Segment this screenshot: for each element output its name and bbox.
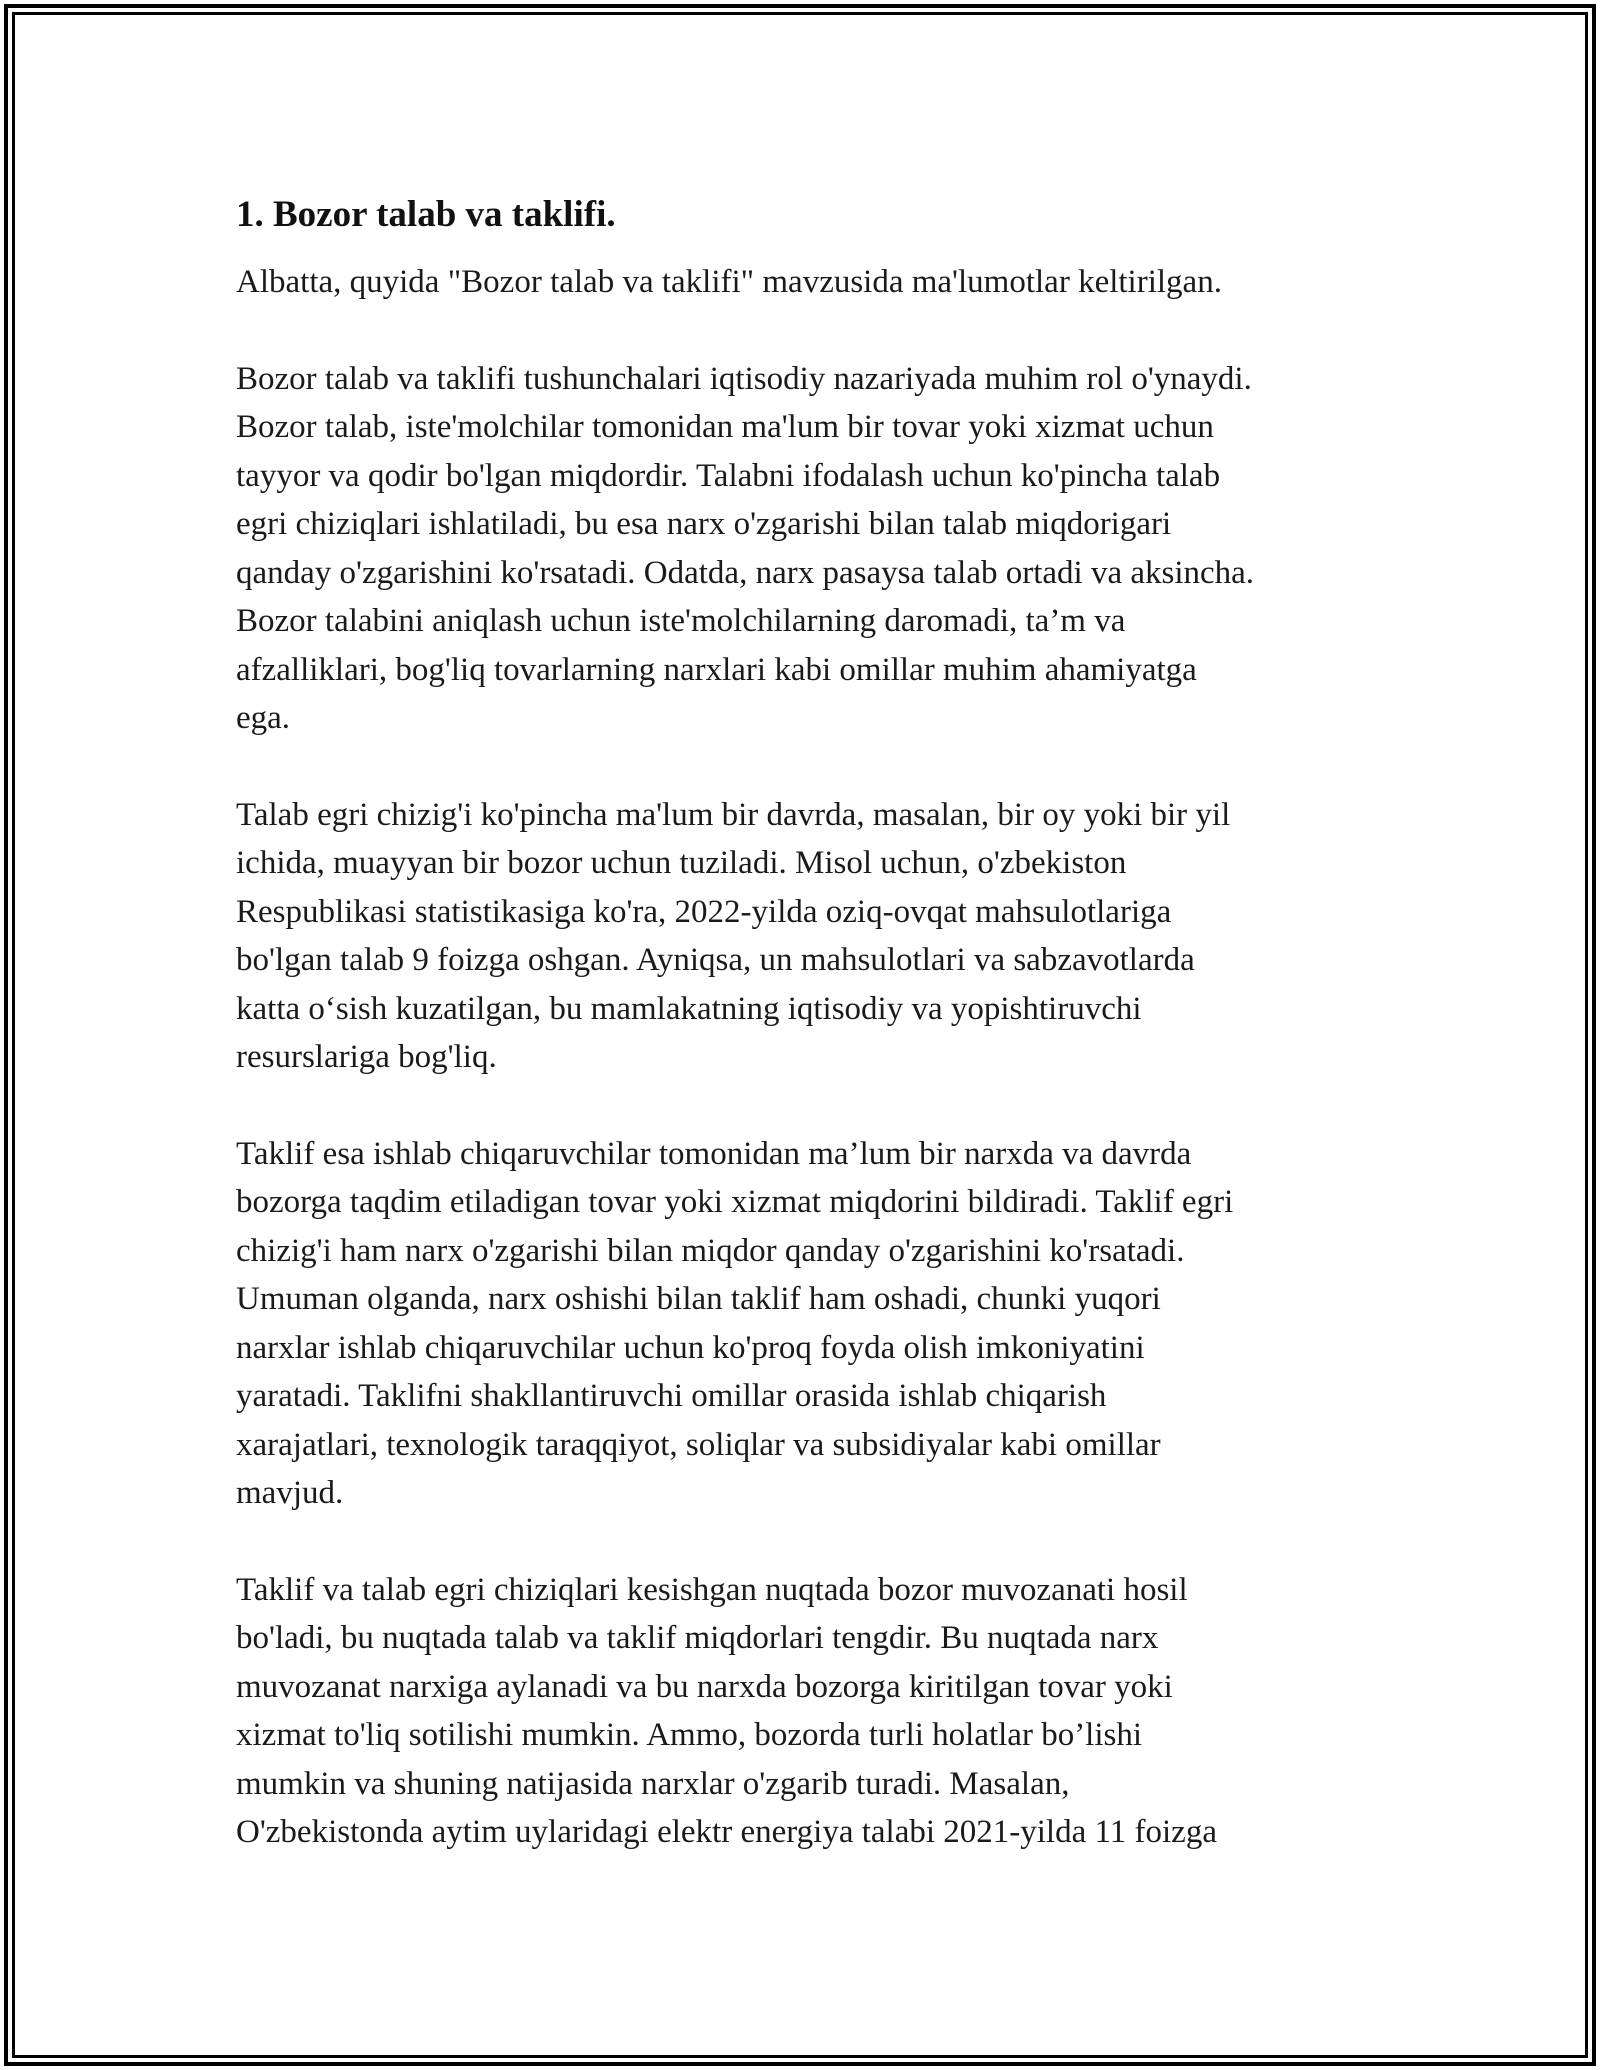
paragraph-demand-curve: Talab egri chizig'i ko'pincha ma'lum bir davrda, masalan, bir oy yoki bir yil ichida, muayyan bir bozor uchun tuziladi. Misol uchun, o'zbekiston Respublikasi statistikasiga ko'ra, 2022-yilda oziq-ovqat mahsulotlariga bo'lgan talab 9 foizga oshgan. Ayniqsa, un mahsulotlari va sabzavotlarda katta o‘sish kuzatilgan, bu mamlakatning iqtisodiy va yopishtiruvchi resurslariga bog'liq. [236, 796, 1231, 1075]
paragraph-supply: Taklif esa ishlab chiqaruvchilar tomonidan ma’lum bir narxda va davrda bozorga taqdim etiladigan tovar yoki xizmat miqdorini bildiradi. Taklif egri chizig'i ham narx o'zgarishi bilan miqdor qanday o'zgarishini ko'rsatadi. Umuman olganda, narx oshishi bilan taklif ham oshadi, chunki yuqori narxlar ishlab chiqaruvchilar uchun ko'proq foyda olish imkoniyatini yaratadi. Taklifni shakllantiruvchi omillar orasida ishlab chiqarish xarajatlari, texnologik taraqqiyot, soliqlar va subsidiyalar kabi omillar mavjud. [236, 1135, 1234, 1511]
page-title: 1. Bozor talab va taklifi. [236, 194, 616, 235]
document-body [236, 186, 1396, 1857]
intro-paragraph: Albatta, quyida "Bozor talab va taklifi" mavzusida ma'lumotlar keltirilgan. [236, 264, 1222, 300]
paragraph-demand: Bozor talab va taklifi tushunchalari iqtisodiy nazariyada muhim rol o'ynaydi. Bozor talab, iste'molchilar tomonidan ma'lum bir tovar yoki xizmat uchun tayyor va qodir bo'lgan miqdordir. Talabni ifodalash uchun ko'pincha talab egri chiziqlari ishlatiladi, bu esa narx o'zgarishi bilan talab miqdorigari qanday o'zgarishini ko'rsatadi. Odatda, narx pasaysa talab ortadi va aksincha. Bozor talabini aniqlash uchun iste'molchilarning daromadi, ta’m va afzalliklari, bog'liq tovarlarning narxlari kabi omillar muhim ahamiyatga ega. [236, 360, 1255, 736]
paragraph-equilibrium: Taklif va talab egri chiziqlari kesishgan nuqtada bozor muvozanati hosil bo'ladi, bu nuqtada talab va taklif miqdorlari tengdir. Bu nuqtada narx muvozanat narxiga aylanadi va bu narxda bozorga kiritilgan tovar yoki xizmat to'liq sotilishi mumkin. Ammo, bozorda turli holatlar bo’lishi mumkin va shuning natijasida narxlar o'zgarib turadi. Masalan, O'zbekistonda aytim uylaridagi elektr energiya talabi 2021-yilda 11 foizga [236, 1571, 1217, 1850]
